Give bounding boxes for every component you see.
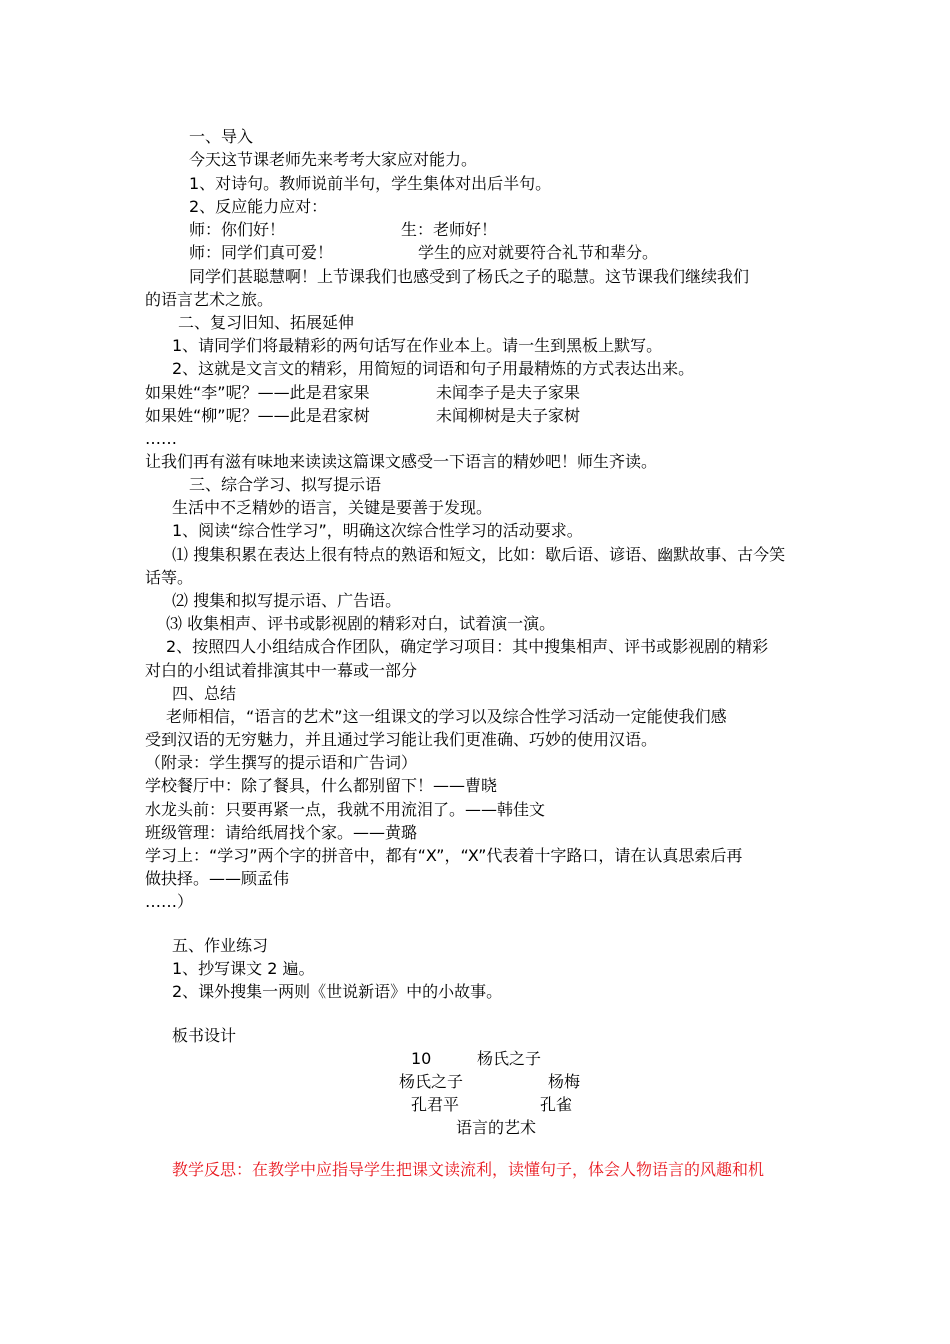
- board-item: 孔君平: [411, 1095, 460, 1114]
- list-item: 2、按照四人小组结成合作团队，确定学习项目：其中搜集相声、评书或影视剧的精彩: [166, 637, 769, 656]
- heading-summary: 四、总结: [172, 684, 237, 703]
- example-line: 如果姓“柳”呢？——此是君家树: [145, 406, 370, 425]
- paragraph: 的语言艺术之旅。: [145, 290, 274, 309]
- list-item: ⑴ 搜集积累在表达上很有特点的熟语和短文，比如：歇后语、谚语、幽默故事、古今笑: [172, 545, 786, 564]
- board-item: 杨梅: [548, 1072, 581, 1091]
- list-item: 1、请同学们将最精彩的两句话写在作业本上。请一生到黑板上默写。: [172, 336, 663, 355]
- dialogue-teacher: 师：同学们真可爱！: [189, 243, 334, 262]
- board-item: 语言的艺术: [456, 1118, 537, 1137]
- paragraph: 让我们再有滋有味地来读读这篇课文感受一下语言的精妙吧！师生齐读。: [145, 452, 658, 471]
- appendix-title: （附录：学生撰写的提示语和广告词）: [145, 753, 418, 772]
- slogan-item-continued: 做抉择。——顾孟伟: [145, 869, 290, 888]
- list-item: 1、阅读“综合性学习”，明确这次综合性学习的活动要求。: [172, 521, 583, 540]
- ellipsis: ……: [145, 429, 177, 448]
- list-item: ⑶ 收集相声、评书或影视剧的精彩对白，试着演一演。: [166, 614, 556, 633]
- board-item: 杨氏之子: [399, 1072, 464, 1091]
- ellipsis: ……）: [145, 892, 194, 911]
- heading-intro: 一、导入: [189, 127, 254, 146]
- dialogue-teacher: 师：你们好！: [189, 220, 286, 239]
- board-item: 孔雀: [540, 1095, 573, 1114]
- slogan-item: 学习上：“学习”两个字的拼音中，都有“X”，“X”代表着十字路口，请在认真思索后再: [145, 846, 743, 865]
- slogan-item: 学校餐厅中：除了餐具，什么都别留下！——曹晓: [145, 776, 498, 795]
- dialogue-student: 生：老师好！: [401, 220, 498, 239]
- list-item: 1、对诗句。教师说前半句，学生集体对出后半句。: [189, 174, 552, 193]
- teaching-reflection: 教学反思：在教学中应指导学生把课文读流利，读懂句子，体会人物语言的风趣和机: [172, 1160, 765, 1179]
- slogan-item: 水龙头前：只要再紧一点，我就不用流泪了。——韩佳文: [145, 800, 546, 819]
- list-item: 2、课外搜集一两则《世说新语》中的小故事。: [172, 982, 503, 1001]
- list-item: 2、这就是文言文的精彩，用简短的词语和句子用最精炼的方式表达出来。: [172, 359, 695, 378]
- list-item: ⑵ 搜集和拟写提示语、广告语。: [172, 591, 402, 610]
- example-line: 未闻李子是夫子家果: [436, 383, 581, 402]
- list-item: 2、反应能力应对：: [189, 197, 328, 216]
- board-title: 杨氏之子: [477, 1049, 542, 1068]
- paragraph: 生活中不乏精妙的语言，关键是要善于发现。: [172, 498, 493, 517]
- board-number: 10: [411, 1049, 432, 1068]
- paragraph: 老师相信，“语言的艺术”这一组课文的学习以及综合性学习活动一定能使我们感: [166, 707, 727, 726]
- list-item-continued: 话等。: [145, 568, 194, 587]
- heading-review: 二、复习旧知、拓展延伸: [178, 313, 355, 332]
- list-item-continued: 对白的小组试着排演其中一幕或一部分: [145, 661, 418, 680]
- paragraph: 今天这节课老师先来考考大家应对能力。: [189, 150, 478, 169]
- paragraph: 受到汉语的无穷魅力，并且通过学习能让我们更准确、巧妙的使用汉语。: [145, 730, 658, 749]
- list-item: 1、抄写课文 2 遍。: [172, 959, 315, 978]
- heading-homework: 五、作业练习: [172, 936, 269, 955]
- dialogue-note: 学生的应对就要符合礼节和辈分。: [418, 243, 659, 262]
- example-line: 如果姓“李”呢？——此是君家果: [145, 383, 370, 402]
- heading-comprehensive: 三、综合学习、拟写提示语: [189, 475, 382, 494]
- paragraph: 同学们甚聪慧啊！上节课我们也感受到了杨氏之子的聪慧。这节课我们继续我们: [189, 267, 750, 286]
- heading-board-design: 板书设计: [172, 1026, 237, 1045]
- example-line: 未闻柳树是夫子家树: [436, 406, 581, 425]
- slogan-item: 班级管理：请给纸屑找个家。——黄璐: [145, 823, 418, 842]
